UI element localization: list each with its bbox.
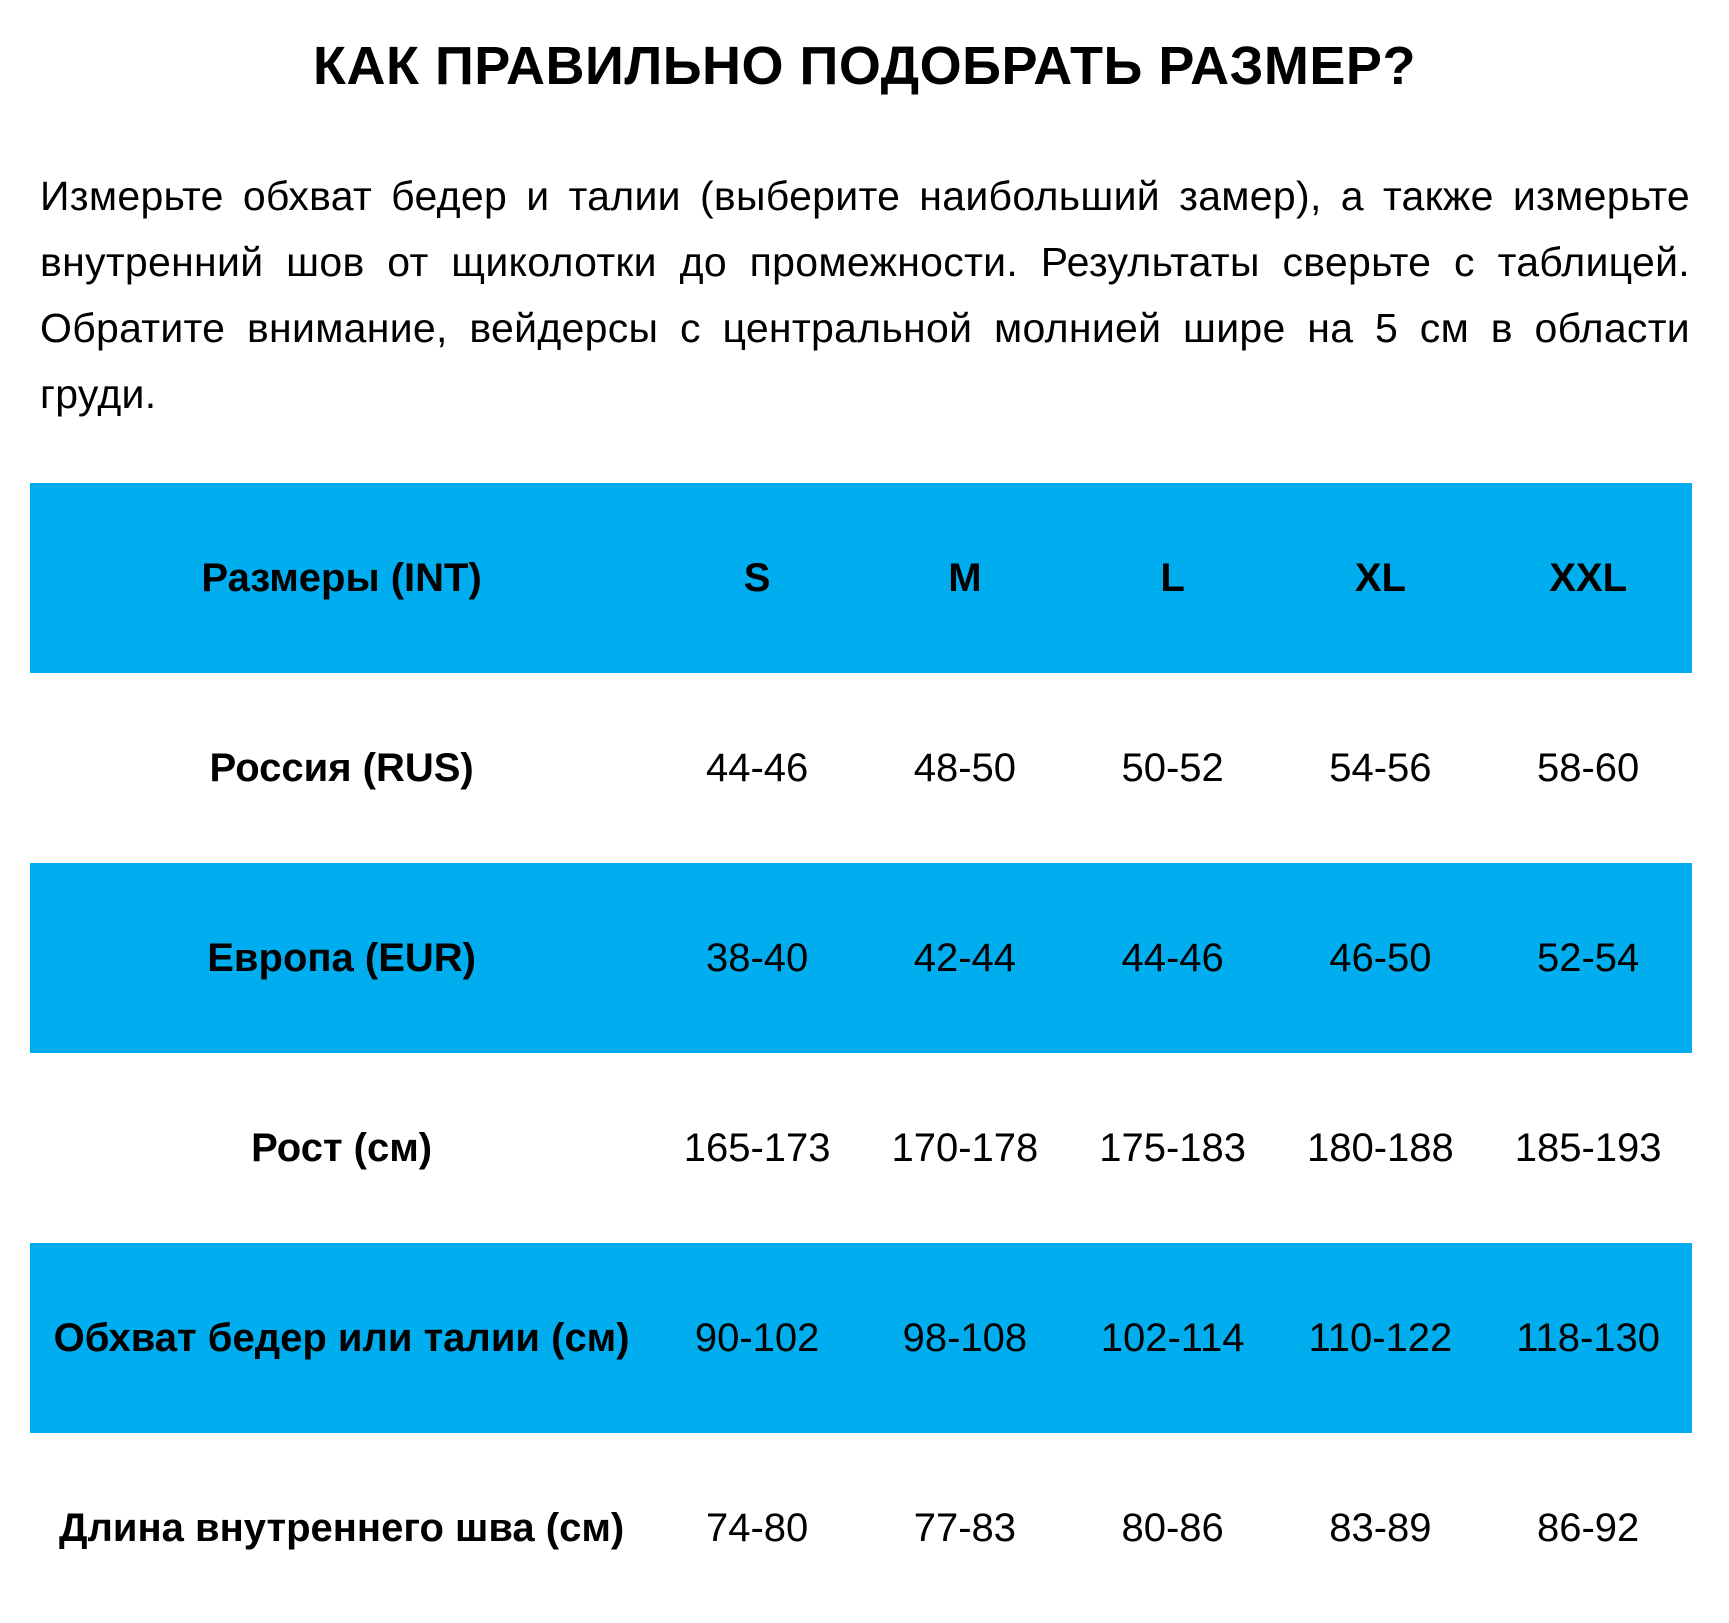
table-cell: 52-54: [1536, 936, 1640, 980]
table-cell: 86-92: [1536, 1506, 1640, 1550]
table-cell: 118-130: [1516, 1316, 1661, 1360]
header-size-m: M: [948, 556, 982, 600]
table-cell: 83-89: [1329, 1506, 1432, 1550]
header-size-s: S: [743, 556, 771, 600]
row-label-rus: Россия (RUS): [209, 746, 474, 790]
table-cell: 102-114: [1100, 1316, 1245, 1360]
table-row-rus: [30, 673, 1692, 863]
table-row-inseam: [30, 1433, 1692, 1623]
header-size-xxl: XXL: [1549, 556, 1628, 600]
table-cell: 50-52: [1121, 746, 1224, 790]
table-cell: 58-60: [1536, 746, 1640, 790]
table-row-hips-waist: [30, 1243, 1692, 1433]
table-cell: 90-102: [694, 1316, 820, 1360]
table-cell: 77-83: [913, 1506, 1017, 1550]
table-cell: 44-46: [705, 746, 809, 790]
table-cell: 185-193: [1514, 1126, 1662, 1170]
header-size-l: L: [1160, 556, 1185, 600]
table-cell: 80-86: [1121, 1506, 1224, 1550]
table-cell: 42-44: [913, 936, 1017, 980]
header-size-xl: XL: [1354, 556, 1406, 600]
table-cell: 46-50: [1329, 936, 1432, 980]
intro-text: Измерьте обхват бедер и талии (выберите наибольший замер), а также измерьте внутренний шов от щиколотки до промежности. Результаты сверьте с таблицей. Обратите внимание, вейдерсы с центральной молнией шире на 5 см в области груди.: [40, 173, 1690, 417]
table-cell: 38-40: [705, 936, 809, 980]
row-label-height: Рост (см): [251, 1126, 433, 1170]
table-cell: 165-173: [683, 1126, 831, 1170]
page-title: КАК ПРАВИЛЬНО ПОДОБРАТЬ РАЗМЕР?: [313, 36, 1416, 96]
row-label-eur: Европа (EUR): [207, 936, 476, 980]
row-label-hips-waist: Обхват бедер или талии (см): [53, 1316, 630, 1360]
table-cell: 98-108: [902, 1316, 1028, 1360]
table-cell: 74-80: [705, 1506, 809, 1550]
size-table: [30, 483, 1692, 1623]
table-row-height: [30, 1053, 1692, 1243]
table-header-row: [30, 483, 1692, 673]
table-cell: 48-50: [913, 746, 1017, 790]
row-label-inseam: Длина внутреннего шва (см): [58, 1506, 625, 1550]
table-row-eur: [30, 863, 1692, 1053]
table-cell: 110-122: [1308, 1316, 1453, 1360]
header-label: Размеры (INT): [201, 556, 482, 600]
table-cell: 175-183: [1099, 1126, 1247, 1170]
table-cell: 170-178: [891, 1126, 1039, 1170]
table-cell: 54-56: [1329, 746, 1432, 790]
table-cell: 44-46: [1121, 936, 1224, 980]
table-cell: 180-188: [1306, 1126, 1454, 1170]
